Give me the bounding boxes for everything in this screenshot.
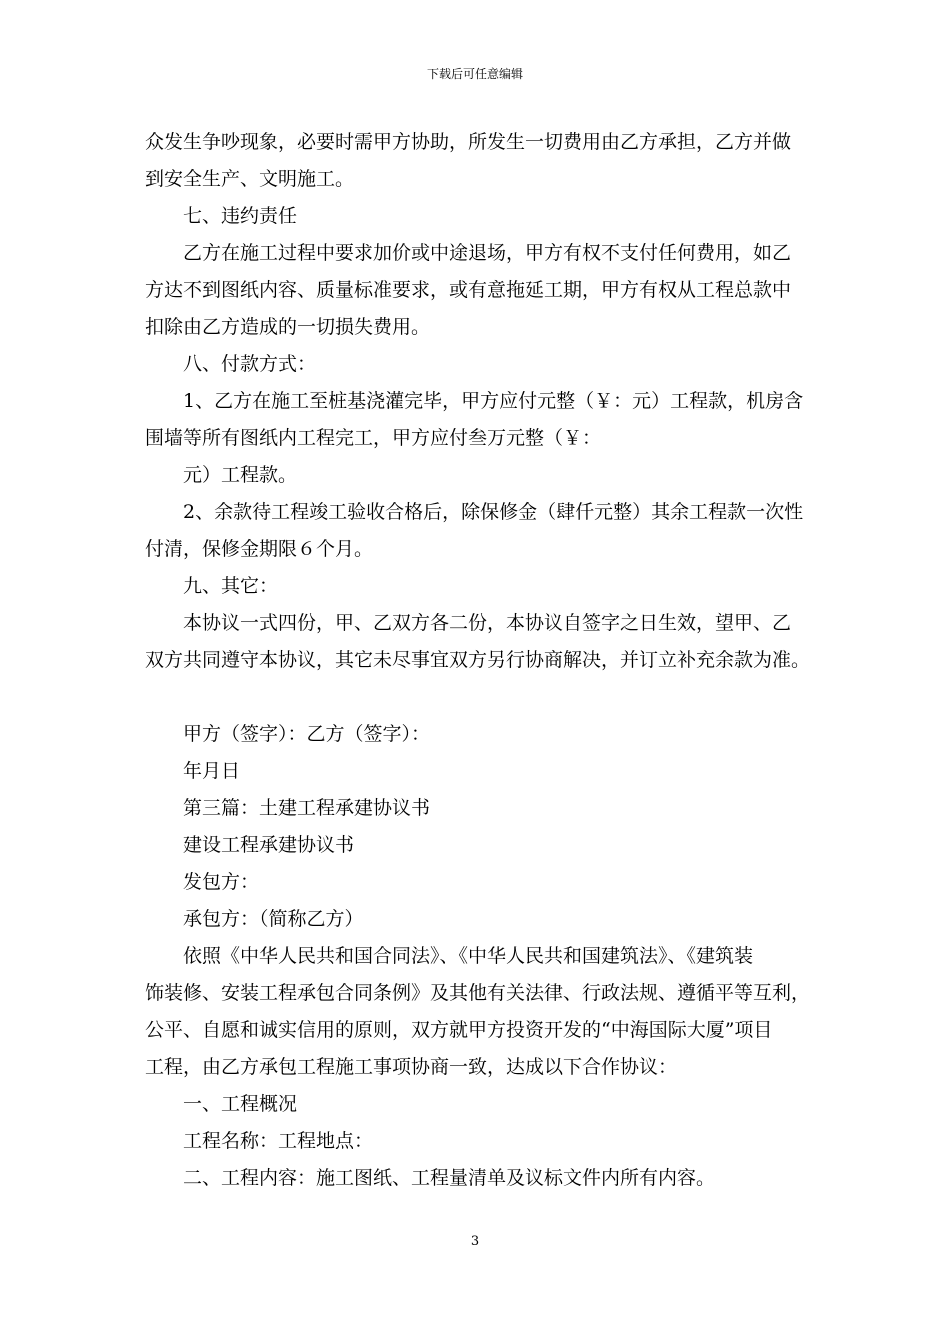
text-line: 公平、自愿和诚实信用的原则，双方就甲方投资开发的“中海国际大厦”项目 bbox=[145, 1019, 773, 1041]
text-line: 饰装修、安装工程承包合同条例》及其他有关法律、行政法规、遵循平等互利， bbox=[145, 982, 811, 1004]
document-title: 建设工程承建协议书 bbox=[183, 834, 355, 856]
text-line: 到安全生产、文明施工。 bbox=[145, 168, 355, 190]
page-number: 3 bbox=[470, 1234, 480, 1249]
text-line: 1、乙方在施工至桩基浇灌完毕，甲方应付元整（￥：元）工程款，机房含 bbox=[183, 390, 804, 412]
text-line: 围墙等所有图纸内工程完工，甲方应付叁万元整（￥： bbox=[145, 427, 602, 449]
text-line: 众发生争吵现象，必要时需甲方协助，所发生一切费用由乙方承担，乙方并做 bbox=[145, 131, 792, 153]
text-line: 元）工程款。 bbox=[183, 464, 298, 486]
section-heading: 一、工程概况 bbox=[183, 1093, 298, 1115]
text-line: 本协议一式四份，甲、乙双方各二份，本协议自签字之日生效，望甲、乙 bbox=[183, 612, 792, 634]
signature-line: 甲方（签字）：乙方（签字）： bbox=[183, 723, 431, 745]
text-line: 双方共同遵守本协议，其它未尽事宜双方另行协商解决，并订立补充余款为准。 bbox=[145, 649, 811, 671]
text-line: 乙方在施工过程中要求加价或中途退场，甲方有权不支付任何费用，如乙 bbox=[183, 242, 792, 264]
section-heading: 八、付款方式： bbox=[183, 353, 317, 375]
date-line: 年月日 bbox=[183, 760, 241, 782]
section-heading: 九、其它： bbox=[183, 575, 279, 597]
text-line: 工程，由乙方承包工程施工事项协商一致，达成以下合作协议： bbox=[145, 1056, 678, 1078]
document-body bbox=[145, 124, 817, 1197]
section-heading: 七、违约责任 bbox=[183, 205, 298, 227]
text-line: 方达不到图纸内容、质量标准要求，或有意拖延工期，甲方有权从工程总款中 bbox=[145, 279, 792, 301]
text-line: 付清，保修金期限６个月。 bbox=[145, 538, 374, 560]
text-line: 依照《中华人民共和国合同法》、《中华人民共和国建筑法》、《建筑装 bbox=[183, 945, 754, 967]
text-line: 承包方：（简称乙方） bbox=[183, 908, 364, 930]
chapter-title: 第三篇：土建工程承建协议书 bbox=[183, 797, 431, 819]
text-line: 扣除由乙方造成的一切损失费用。 bbox=[145, 316, 431, 338]
text-line: 2、余款待工程竣工验收合格后，除保修金（肆仟元整）其余工程款一次性 bbox=[183, 501, 804, 523]
text-line: 工程名称：工程地点： bbox=[183, 1130, 374, 1152]
text-line: 发包方： bbox=[183, 871, 260, 893]
page-header: 下载后可任意编辑 bbox=[426, 67, 523, 81]
paragraph-gap bbox=[145, 679, 817, 716]
section-heading: 二、工程内容：施工图纸、工程量清单及议标文件内所有内容。 bbox=[183, 1167, 716, 1189]
